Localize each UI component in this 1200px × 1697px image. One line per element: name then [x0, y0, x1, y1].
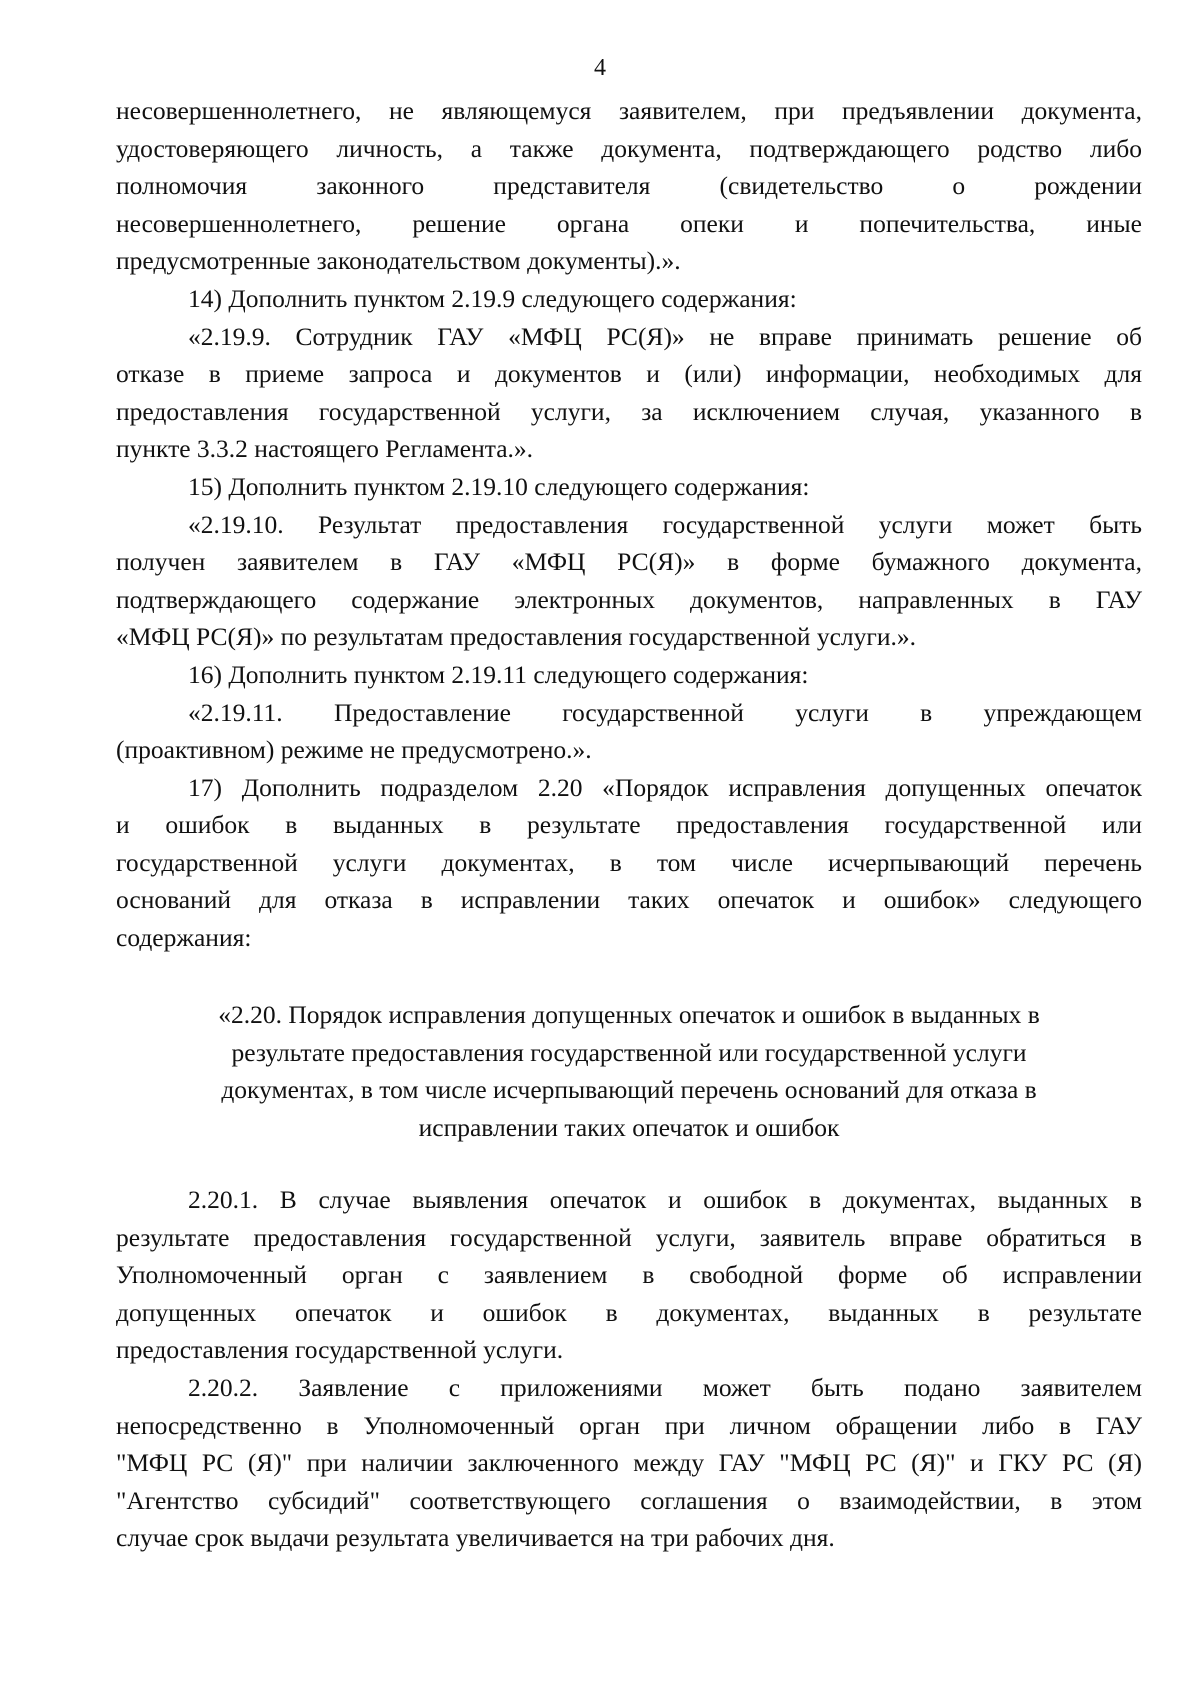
- body-text-top: [116, 92, 1142, 957]
- text-line: "Агентство субсидий" соответствующего соглашения о взаимодействии, в этом: [116, 1485, 1142, 1515]
- text-line: государственной услуги документах, в том числе исчерпывающий перечень: [116, 847, 1142, 877]
- text-line: 14) Дополнить пунктом 2.19.9 следующего содержания:: [188, 283, 797, 313]
- text-line: получен заявителем в ГАУ «МФЦ РС(Я)» в форме бумажного документа,: [116, 547, 1142, 577]
- text-line: 16) Дополнить пунктом 2.19.11 следующего содержания:: [188, 659, 809, 689]
- text-line: предусмотренные законодательством документы).».: [116, 246, 681, 276]
- text-line: 2.20.2. Заявление с приложениями может быть подано заявителем: [188, 1372, 1142, 1402]
- text-line: «2.19.11. Предоставление государственной услуги в упреждающем: [188, 697, 1142, 727]
- heading-line: документах, в том числе исчерпывающий перечень оснований для отказа в: [221, 1075, 1037, 1104]
- text-line: допущенных опечаток и ошибок в документах, выданных в результате: [116, 1297, 1142, 1327]
- heading-line: «2.20. Порядок исправления допущенных опечаток и ошибок в выданных в: [218, 1000, 1040, 1029]
- text-line: 17) Дополнить подразделом 2.20 «Порядок исправления допущенных опечаток: [188, 772, 1142, 802]
- text-line: предоставления государственной услуги.: [116, 1335, 564, 1365]
- section-heading: [116, 996, 1142, 1146]
- text-line: несовершеннолетнего, не являющемуся заявителем, при предъявлении документа,: [116, 96, 1142, 125]
- text-line: 15) Дополнить пунктом 2.19.10 следующего содержания:: [188, 471, 810, 501]
- heading-line: исправлении таких опечаток и ошибок: [418, 1112, 840, 1142]
- text-line: несовершеннолетнего, решение органа опеки и попечительства, иные: [116, 208, 1142, 238]
- text-line: оснований для отказа в исправлении таких опечаток и ошибок» следующего: [116, 885, 1142, 915]
- text-line: 2.20.1. В случае выявления опечаток и ошибок в документах, выданных в: [188, 1185, 1142, 1214]
- text-line: удостоверяющего личность, а также документа, подтверждающего родство либо: [116, 133, 1142, 163]
- text-line: и ошибок в выданных в результате предоставления государственной или: [116, 810, 1142, 840]
- text-line: результате предоставления государственной услуги, заявитель вправе обратиться в: [116, 1222, 1142, 1252]
- text-line: полномочия законного представителя (свидетельство о рождении: [116, 171, 1142, 201]
- body-text-bottom: [116, 1181, 1142, 1557]
- text-line: отказе в приеме запроса и документов и (или) информации, необходимых для: [116, 359, 1142, 389]
- text-line: предоставления государственной услуги, за исключением случая, указанного в: [116, 396, 1142, 426]
- heading-line: результате предоставления государственной или государственной услуги: [231, 1037, 1027, 1067]
- text-line: "МФЦ РС (Я)" при наличии заключенного между ГАУ "МФЦ РС (Я)" и ГКУ РС (Я): [116, 1448, 1142, 1478]
- text-line: случае срок выдачи результата увеличивается на три рабочих дня.: [116, 1523, 835, 1553]
- text-line: «2.19.10. Результат предоставления государственной услуги может быть: [188, 509, 1142, 539]
- text-line: (проактивном) режиме не предусмотрено.».: [116, 735, 592, 765]
- text-line: подтверждающего содержание электронных документов, направленных в ГАУ: [116, 584, 1142, 614]
- page-number: 4: [594, 55, 606, 81]
- text-line: «МФЦ РС(Я)» по результатам предоставления государственной услуги.».: [116, 622, 916, 652]
- text-line: «2.19.9. Сотрудник ГАУ «МФЦ РС(Я)» не вправе принимать решение об: [188, 321, 1142, 351]
- text-line: содержания:: [116, 923, 252, 953]
- text-line: непосредственно в Уполномоченный орган при личном обращении либо в ГАУ: [116, 1410, 1142, 1440]
- text-line: пункте 3.3.2 настоящего Регламента.».: [116, 434, 534, 464]
- text-line: Уполномоченный орган с заявлением в свободной форме об исправлении: [116, 1260, 1142, 1290]
